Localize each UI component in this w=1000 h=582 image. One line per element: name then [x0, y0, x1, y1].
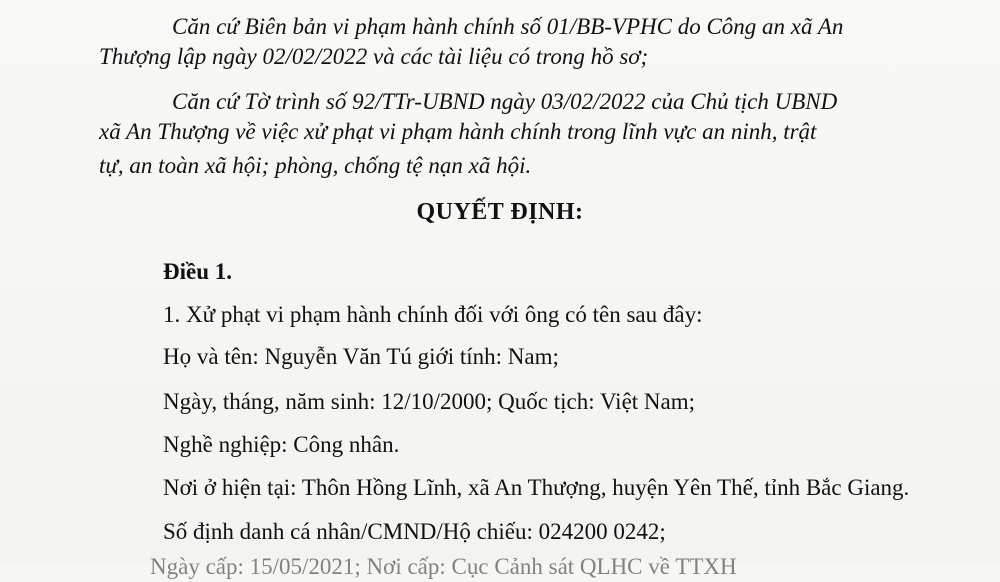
preamble-line-5: tự, an toàn xã hội; phòng, chống tệ nạn xã hội. [99, 153, 532, 178]
body-line-6: Số định danh cá nhân/CMND/Hộ chiếu: 024200 0242; [163, 519, 666, 544]
body-line-3: Ngày, tháng, năm sinh: 12/10/2000; Quốc tịch: Việt Nam; [163, 389, 696, 414]
decision-heading: QUYẾT ĐỊNH: [416, 199, 584, 225]
body-line-4: Nghề nghiệp: Công nhân. [163, 432, 400, 457]
preamble-line-2: Thượng lập ngày 02/02/2022 và các tài liệu có trong hồ sơ; [99, 44, 649, 69]
body-line-5: Nơi ở hiện tại: Thôn Hồng Lĩnh, xã An Thượng, huyện Yên Thế, tỉnh Bắc Giang. [163, 475, 910, 500]
cut-off-text: Ngày cấp: 15/05/2021; Nơi cấp: Cục Cảnh sát QLHC về TTXH [150, 554, 737, 579]
article-title: Điều 1. [163, 259, 232, 284]
preamble-line-4: xã An Thượng về việc xử phạt vi phạm hành chính trong lĩnh vực an ninh, trật [99, 119, 817, 144]
preamble-line-1: Căn cứ Biên bản vi phạm hành chính số 01/BB-VPHC do Công an xã An [172, 14, 844, 39]
body-line-1: 1. Xử phạt vi phạm hành chính đối với ông có tên sau đây: [163, 302, 703, 327]
cut-off-line [150, 552, 850, 579]
body-line-2: Họ và tên: Nguyễn Văn Tú giới tính: Nam; [163, 344, 559, 369]
preamble-line-3: Căn cứ Tờ trình số 92/TTr-UBND ngày 03/02/2022 của Chủ tịch UBND [172, 89, 838, 114]
